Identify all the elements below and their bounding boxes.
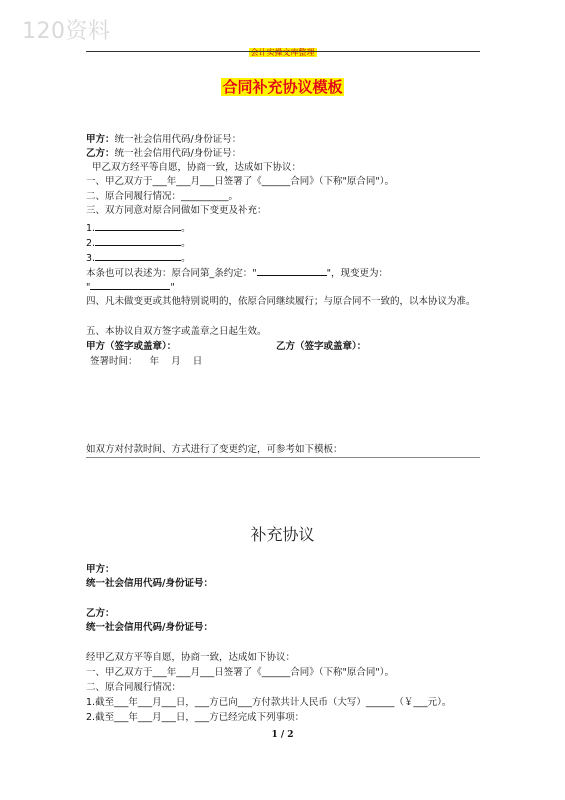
party-b-line [86,147,241,160]
supplement-sub-item-2: 2.截至___年___月___日，___方已经完成下列事项： [86,712,305,723]
sub-item-3-number: 3. [86,253,96,264]
party-a-id-label: 统一社会信用代码/身份证号： [114,134,242,145]
supplement-intro: 经甲乙双方平等自愿，协商一致，达成如下协议： [86,652,296,663]
sub-item-3-end: 。 [181,253,191,264]
sub-item-2 [86,236,191,250]
template-note: 如双方对付款时间、方式进行了变更约定，可参考如下模板： [86,444,343,455]
signature-party-a: 甲方（签字或盖章）： [86,341,177,352]
open-quote: " [86,282,91,293]
supplement-party-b: 乙方： [86,608,115,619]
header-note-text: 会计实操文库整理 [250,48,315,57]
clause-5: 五、本协议自双方签字或盖章之日起生效。 [86,326,267,337]
page-number: 1 / 2 [271,730,294,740]
blank-line [95,221,181,231]
supplement-sub-item-1: 1.截至___年___月___日，___方已向___方付款共计人民币（大写）______（￥___元）。 [86,697,452,708]
party-a-label: 甲方： [86,134,115,145]
party-b-label: 乙方： [86,148,115,159]
party-b-id-label: 统一社会信用代码/身份证号： [114,148,242,159]
blank-line [95,251,181,261]
supplement-party-a: 甲方： [86,564,115,575]
intro-text: 甲乙双方经平等自愿，协商一致，达成如下协议： [92,162,302,173]
supplement-clause-2: 二、原合同履行情况： [86,682,182,693]
clause-1: 一、甲乙双方于___年___月___日签署了《______合同》（下称"原合同"）。 [86,176,394,187]
header-rule [86,51,480,52]
sub-item-2-number: 2. [86,238,96,249]
sub-item-1-end: 。 [181,223,191,234]
blank-line [90,280,170,290]
header-note [0,40,565,59]
alternative-clause [86,266,388,280]
supplement-party-b-id: 统一社会信用代码/身份证号： [86,622,213,633]
supplement-party-a-id: 统一社会信用代码/身份证号： [86,578,213,589]
blank-line [95,236,181,246]
alternative-clause-start: 本条也可以表述为：原合同第_条约定：" [86,268,257,279]
sub-item-1 [86,221,191,235]
party-a-line [86,133,241,146]
supplement-title: 补充协议 [250,525,315,544]
sub-item-3 [86,251,191,265]
alternative-clause-continued [86,280,175,294]
supplement-clause-1: 一、甲乙双方于___年___月___日签署了《______合同》（下称"原合同"）。 [86,667,394,678]
blank-line [257,266,327,276]
section-divider [86,457,480,458]
clause-3: 三、双方同意对原合同做如下变更及补充： [86,205,267,216]
clause-4: 四、凡未做变更或其他特别说明的，依原合同继续履行；与原合同不一致的，以本协议为准。 [86,296,476,307]
alternative-clause-end: "，现变更为： [326,268,388,279]
close-quote: " [170,282,175,293]
watermark-text: 120资料 [22,19,111,44]
signature-party-b: 乙方（签字或盖章）： [276,341,367,352]
clause-2: 二、原合同履行情况：__________。 [86,191,239,202]
signing-date: 签署时间： 年 月 日 [90,356,203,367]
document-title [0,76,565,97]
sub-item-2-end: 。 [181,238,191,249]
sub-item-1-number: 1. [86,223,96,234]
document-title-text: 合同补充协议模板 [222,78,343,96]
